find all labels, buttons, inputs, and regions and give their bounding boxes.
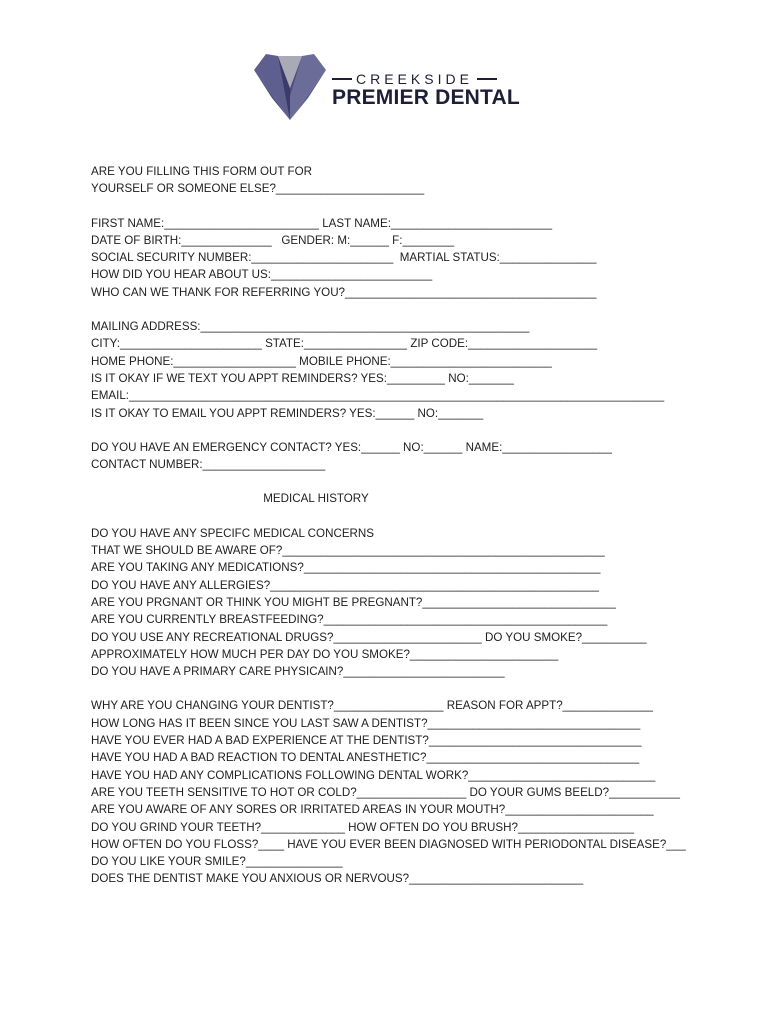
form-line: ARE YOU TEETH SENSITIVE TO HOT OR COLD?_________________ DO YOUR GUMS BEELD?___________ bbox=[91, 785, 680, 799]
section-personal-info bbox=[91, 215, 731, 301]
form-line: HAVE YOU HAD ANY COMPLICATIONS FOLLOWING DENTAL WORK?_____________________________ bbox=[91, 768, 656, 782]
form-line: DO YOU HAVE ANY SPECIFC MEDICAL CONCERNS bbox=[91, 526, 375, 540]
section-medical-history bbox=[91, 525, 731, 681]
section-filer bbox=[91, 163, 731, 198]
section-contact-info bbox=[91, 318, 731, 422]
section-dental-history bbox=[91, 697, 731, 887]
brand-name: PREMIER DENTAL bbox=[332, 86, 520, 109]
form-line: FIRST NAME:________________________ LAST NAME:_________________________ bbox=[91, 216, 553, 230]
form-line: DO YOU HAVE AN EMERGENCY CONTACT? YES:______ NO:______ NAME:_________________ bbox=[91, 440, 612, 454]
form-line: WHO CAN WE THANK FOR REFERRING YOU?_______________________________________ bbox=[91, 285, 597, 299]
form-line: SOCIAL SECURITY NUMBER:______________________ MARTIAL STATUS:_______________ bbox=[91, 251, 597, 265]
form-line: ARE YOU CURRENTLY BREASTFEEDING?____________________________________________ bbox=[91, 613, 608, 627]
form-line: HOW DID YOU HEAR ABOUT US:_________________________ bbox=[91, 268, 433, 282]
form-line: WHY ARE YOU CHANGING YOUR DENTIST?_________________ REASON FOR APPT?______________ bbox=[91, 699, 653, 713]
form-line: ARE YOU AWARE OF ANY SORES OR IRRITATED AREAS IN YOUR MOUTH?_______________________ bbox=[91, 803, 654, 817]
brand-subtitle bbox=[332, 71, 512, 87]
form-line: DO YOU USE ANY RECREATIONAL DRUGS?_______________________ DO YOU SMOKE?__________ bbox=[91, 630, 647, 644]
form-line: DO YOU HAVE ANY ALLERGIES?___________________________________________________ bbox=[91, 578, 599, 592]
form-line: DO YOU GRIND YOUR TEETH?_____________ HOW OFTEN DO YOU BRUSH?__________________ bbox=[91, 820, 635, 834]
tooth-diamond-icon bbox=[252, 52, 328, 122]
left-rule bbox=[332, 78, 352, 80]
form-line: IS IT OKAY TO EMAIL YOU APPT REMINDERS? YES:______ NO:_______ bbox=[91, 406, 484, 420]
form-line: DATE OF BIRTH:______________ GENDER: M:______ F:________ bbox=[91, 233, 455, 247]
medical-history-title: MEDICAL HISTORY bbox=[263, 492, 369, 506]
form-line: YOURSELF OR SOMEONE ELSE?_______________________ bbox=[91, 182, 425, 196]
intake-form bbox=[91, 163, 731, 888]
form-line: ARE YOU PRGNANT OR THINK YOU MIGHT BE PREGNANT?______________________________ bbox=[91, 595, 616, 609]
form-line: DO YOU LIKE YOUR SMILE?_______________ bbox=[91, 855, 343, 869]
form-line: MAILING ADDRESS:___________________________________________________ bbox=[91, 320, 530, 334]
form-line: APPROXIMATELY HOW MUCH PER DAY DO YOU SMOKE?_______________________ bbox=[91, 647, 559, 661]
form-line: THAT WE SHOULD BE AWARE OF?__________________________________________________ bbox=[91, 544, 605, 558]
form-line: CITY:______________________ STATE:________________ ZIP CODE:____________________ bbox=[91, 337, 598, 351]
form-line: HAVE YOU HAD A BAD REACTION TO DENTAL ANESTHETIC?_________________________________ bbox=[91, 751, 640, 765]
form-line: IS IT OKAY IF WE TEXT YOU APPT REMINDERS? YES:_________ NO:_______ bbox=[91, 371, 514, 385]
form-line: ARE YOU TAKING ANY MEDICATIONS?______________________________________________ bbox=[91, 561, 601, 575]
right-rule bbox=[477, 78, 497, 80]
form-line: HOW LONG HAS IT BEEN SINCE YOU LAST SAW A DENTIST?_________________________________ bbox=[91, 716, 641, 730]
form-line: HOW OFTEN DO YOU FLOSS?____ HAVE YOU EVER BEEN DIAGNOSED WITH PERIODONTAL DISEASE?___ bbox=[91, 837, 686, 851]
form-line: DOES THE DENTIST MAKE YOU ANXIOUS OR NERVOUS?___________________________ bbox=[91, 872, 584, 886]
form-line: HOME PHONE:___________________ MOBILE PHONE:_________________________ bbox=[91, 354, 552, 368]
section-emergency-contact bbox=[91, 439, 731, 474]
form-line: ARE YOU FILLING THIS FORM OUT FOR bbox=[91, 165, 312, 178]
form-line: EMAIL:___________________________________________________________________________________ bbox=[91, 389, 665, 403]
form-line: CONTACT NUMBER:___________________ bbox=[91, 458, 326, 472]
brand-top-text: CREEKSIDE bbox=[356, 71, 473, 87]
form-line: DO YOU HAVE A PRIMARY CARE PHYSICAIN?_________________________ bbox=[91, 665, 505, 679]
form-line: HAVE YOU EVER HAD A BAD EXPERIENCE AT THE DENTIST?_________________________________ bbox=[91, 734, 642, 748]
